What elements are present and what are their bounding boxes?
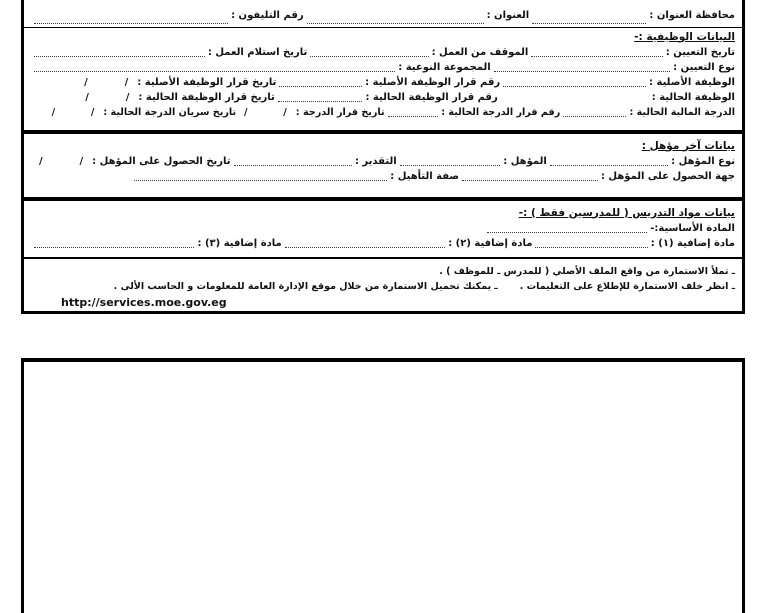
current-job-decision-no-label: رقم قرار الوظيفة الحالية : — [365, 92, 498, 103]
current-grade-label: الدرجة المالية الحالية : — [629, 107, 735, 118]
current-job-decision-date-placeholder: / / — [85, 92, 131, 103]
grade-decision-date-label: تاريخ قرار الدرجة : — [295, 107, 385, 118]
services-url-row — [31, 294, 735, 311]
additional-subject-2-field-line — [285, 247, 445, 248]
qualification-type-label: نوع المؤهل : — [671, 156, 735, 167]
additional-subject-2-label: مادة إضافية (٢) : — [448, 238, 533, 249]
original-job-decision-no-field-line — [279, 86, 362, 87]
grade-effective-date-placeholder: / / — [51, 107, 96, 118]
services-url-text: http://services.moe.gov.eg — [61, 296, 227, 309]
qualification-obtain-date-placeholder: / / — [39, 156, 85, 167]
qualification-section-title-row — [31, 137, 735, 154]
additional-subject-3-label: مادة إضافية (٣) : — [197, 238, 282, 249]
hire-date-field-line — [531, 56, 662, 57]
job-row-current — [31, 90, 735, 105]
note-download-text: ـ يمكنك تحميل الاستمارة من خلال موقع الإدارة العامة للمعلومات و الحاسب الألى . — [113, 281, 498, 292]
additional-subject-1-label: مادة إضافية (١) : — [650, 238, 735, 249]
teaching-section-title-row — [31, 204, 735, 221]
qualification-name-field-line — [400, 165, 501, 166]
address-label: العنوان : — [486, 10, 530, 21]
qualification-status-field-line — [134, 180, 388, 181]
hire-date-label: تاريخ التعيين : — [665, 47, 735, 58]
original-job-label: الوظيفة الأصلية : — [649, 77, 735, 88]
job-row-type — [31, 60, 735, 75]
current-grade-field-line — [563, 116, 626, 117]
job-row-hire — [31, 45, 735, 60]
original-job-decision-date-label: تاريخ قرار الوظيفة الأصلية : — [137, 77, 277, 88]
job-section-title: البيانات الوظيفية :- — [634, 30, 735, 43]
basic-subject-field-line — [487, 232, 647, 233]
basic-subject-label: المادة الأساسية:- — [650, 223, 735, 234]
hire-type-label: نوع التعيين : — [673, 62, 735, 73]
note-fill-text: ـ تملأ الاستمارة من واقع الملف الأصلي ( للمدرس ـ للموظف ) . — [439, 266, 735, 277]
qualification-type-field-line — [550, 165, 668, 166]
governorate-label: محافظة العنوان : — [649, 10, 735, 21]
grade-decision-no-label: رقم قرار الدرجة الحالية : — [441, 107, 561, 118]
work-status-field-line — [310, 56, 428, 57]
address-field-line — [307, 23, 484, 24]
phone-label: رقم التليفون : — [231, 10, 304, 21]
grade-decision-no-field-line — [388, 116, 439, 117]
teaching-section-title: بيانات مواد التدريس ( للمدرسين فقط ) :- — [518, 206, 735, 219]
governorate-field-line — [532, 23, 646, 24]
original-job-decision-no-label: رقم قرار الوظيفة الأصلية : — [365, 77, 501, 88]
qualification-grade-label: التقدير : — [354, 156, 397, 167]
original-job-field-line — [503, 86, 646, 87]
qualitative-group-label: المجموعة النوعية : — [398, 62, 491, 73]
address-row — [31, 4, 735, 27]
note-back-row — [31, 279, 735, 294]
grade-effective-date-label: تاريخ سريان الدرجة الحالية : — [103, 107, 237, 118]
qualification-status-label: صفة التأهيل : — [390, 171, 460, 182]
qualification-row-main — [31, 154, 735, 169]
job-row-original — [31, 75, 735, 90]
qualification-source-label: جهة الحصول على المؤهل : — [600, 171, 735, 182]
work-receipt-date-label: تاريخ استلام العمل : — [207, 47, 308, 58]
empty-card — [21, 358, 745, 613]
qualification-section-title: بيانات آخر مؤهل : — [641, 139, 735, 152]
qualification-obtain-date-label: تاريخ الحصول على المؤهل : — [92, 156, 231, 167]
qualification-source-field-line — [462, 180, 598, 181]
hire-type-field-line — [494, 71, 670, 72]
job-section-title-row — [31, 28, 735, 45]
qualitative-group-field-line — [34, 71, 395, 72]
employee-form-card — [21, 0, 745, 314]
note-fill-row — [31, 264, 735, 279]
qualification-name-label: المؤهل : — [503, 156, 547, 167]
current-job-label: الوظيفة الحالية : — [651, 92, 735, 103]
section-divider — [24, 257, 742, 259]
qualification-row-source — [31, 169, 735, 184]
teaching-row-additional — [31, 236, 735, 251]
additional-subject-3-field-line — [34, 247, 194, 248]
phone-field-line — [34, 23, 228, 24]
teaching-row-basic — [31, 221, 735, 236]
note-back-text: ـ انظر خلف الاستمارة للإطلاع على التعليمات . — [519, 281, 735, 292]
work-receipt-date-field-line — [34, 56, 205, 57]
job-row-grade — [31, 105, 735, 120]
current-job-decision-date-label: تاريخ قرار الوظيفة الحالية : — [138, 92, 275, 103]
qualification-grade-field-line — [234, 165, 352, 166]
current-job-decision-no-field-line — [278, 101, 363, 102]
work-status-label: الموقف من العمل : — [431, 47, 529, 58]
grade-decision-date-placeholder: / / — [244, 107, 288, 118]
original-job-decision-date-placeholder: / / — [84, 77, 130, 88]
additional-subject-1-field-line — [535, 247, 647, 248]
